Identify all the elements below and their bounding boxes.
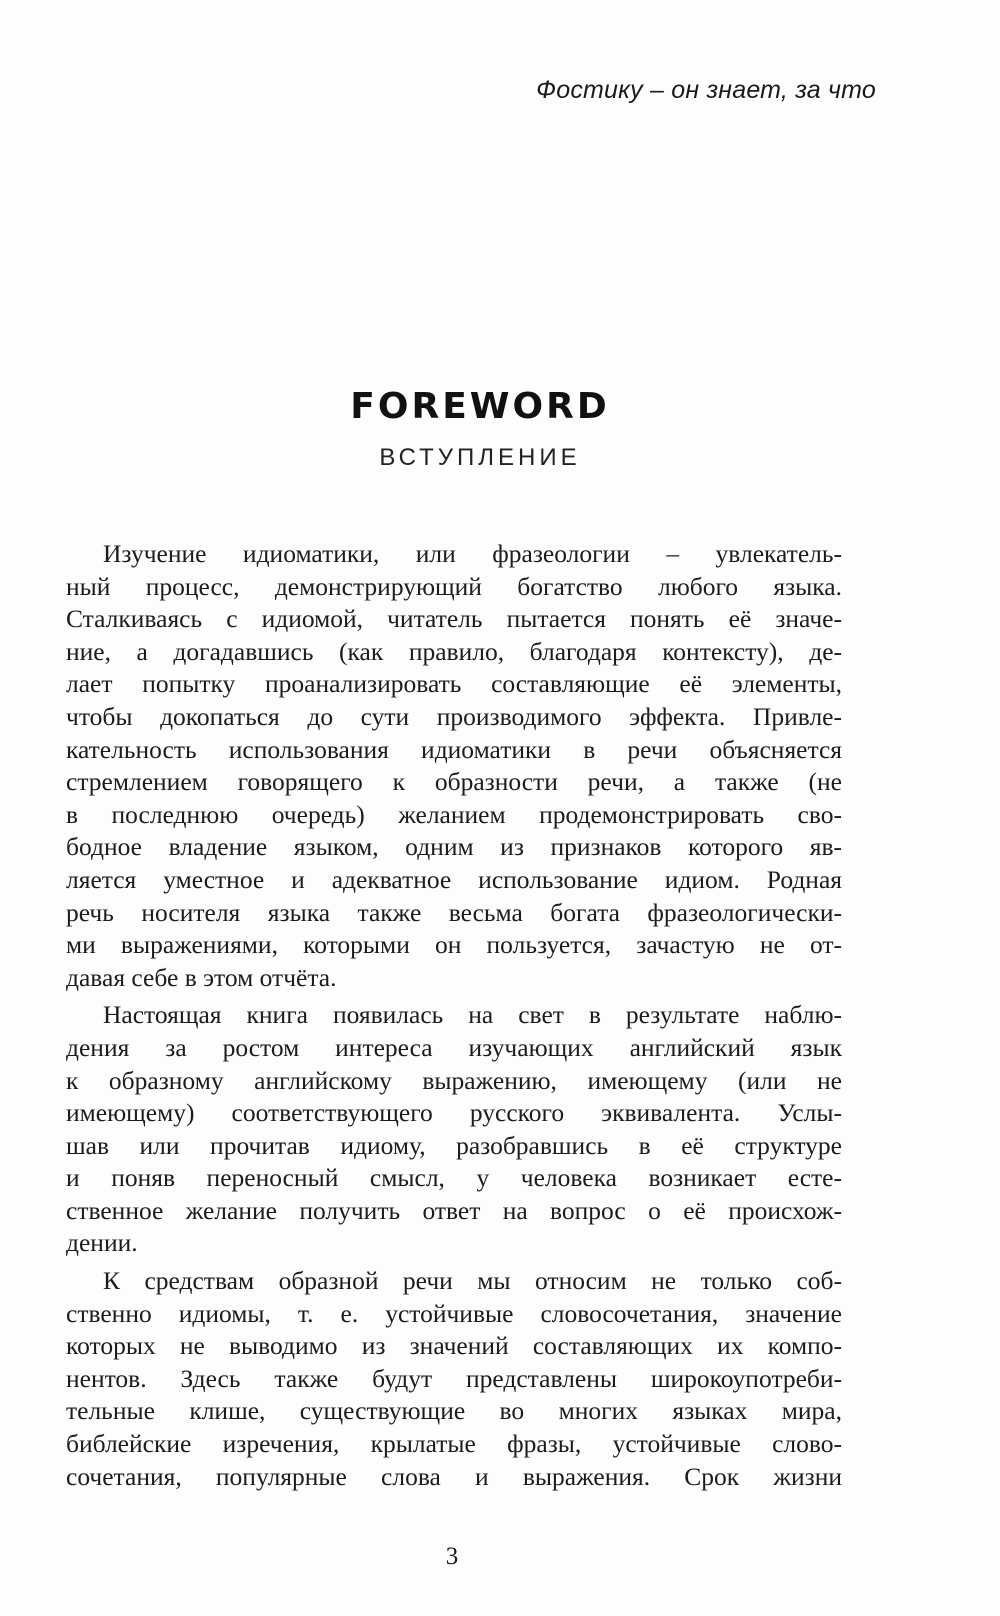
text-line: к образному английскому выражению, имеющему (или не [66,1065,842,1095]
text-line: ние, а догадавшись (как правило, благодаря контексту), де- [66,636,842,666]
text-line: шав или прочитав идиому, разобравшись в её структуре [66,1130,842,1160]
text-line: дения за ростом интереса изучающих английский язык [66,1032,842,1062]
chapter-title: FOREWORD [350,386,610,427]
text-line: Сталкиваясь с идиомой, читатель пытается понять её значе- [66,604,842,634]
body-text [66,538,842,1493]
text-line: К средствам образной речи мы относим не только соб- [103,1266,842,1296]
text-line: сочетания, популярные слова и выражения. Срок жизни [66,1461,842,1491]
text-line: и поняв переносный смысл, у человека возникает есте- [66,1163,842,1193]
text-line: стремлением говорящего к образности речи, а также (не [66,767,842,797]
text-line: ственное желание получить ответ на вопрос о её происхож- [66,1195,842,1225]
text-line: Изучение идиоматики, или фразеологии – увлекатель- [103,539,842,568]
text-line: Настоящая книга появилась на свет в результате наблю- [103,1000,842,1030]
epigraph: Фостику – он знает, за что [536,76,876,104]
text-line: библейские изречения, крылатые фразы, устойчивые слово- [66,1429,842,1459]
text-line: имеющему) соответствующего русского эквивалента. Услы- [66,1098,842,1128]
text-line: речь носителя языка также весьма богата фразеологически- [66,897,842,927]
text-line: тельные клише, существующие во многих языках мира, [66,1396,842,1426]
text-line: лает попытку проанализировать составляющие её элементы, [66,669,842,699]
text-line: дении. [66,1228,138,1258]
text-line: ляется уместное и адекватное использование идиом. Родная [66,864,842,894]
chapter-subtitle: ВСТУПЛЕНИЕ [379,444,581,471]
text-line: которых не выводимо из значений составляющих их компо- [66,1331,842,1361]
text-line: чтобы докопаться до сути производимого эффекта. Привле- [66,701,842,731]
text-line: давая себе в этом отчёта. [66,962,337,992]
text-line: кательность использования идиоматики в речи объясняется [66,734,842,764]
text-line: ственно идиомы, т. е. устойчивые словосочетания, значение [66,1298,842,1328]
text-line: в последнюю очередь) желанием продемонстрировать сво- [66,799,842,829]
text-line: бодное владение языком, одним из признаков которого яв- [66,832,842,862]
text-line: ми выражениями, которыми он пользуется, зачастую не от- [66,930,842,960]
text-line: нентов. Здесь также будут представлены широкоупотреби- [66,1363,842,1393]
page-number: 3 [445,1543,459,1570]
text-line: ный процесс, демонстрирующий богатство любого языка. [66,571,842,601]
